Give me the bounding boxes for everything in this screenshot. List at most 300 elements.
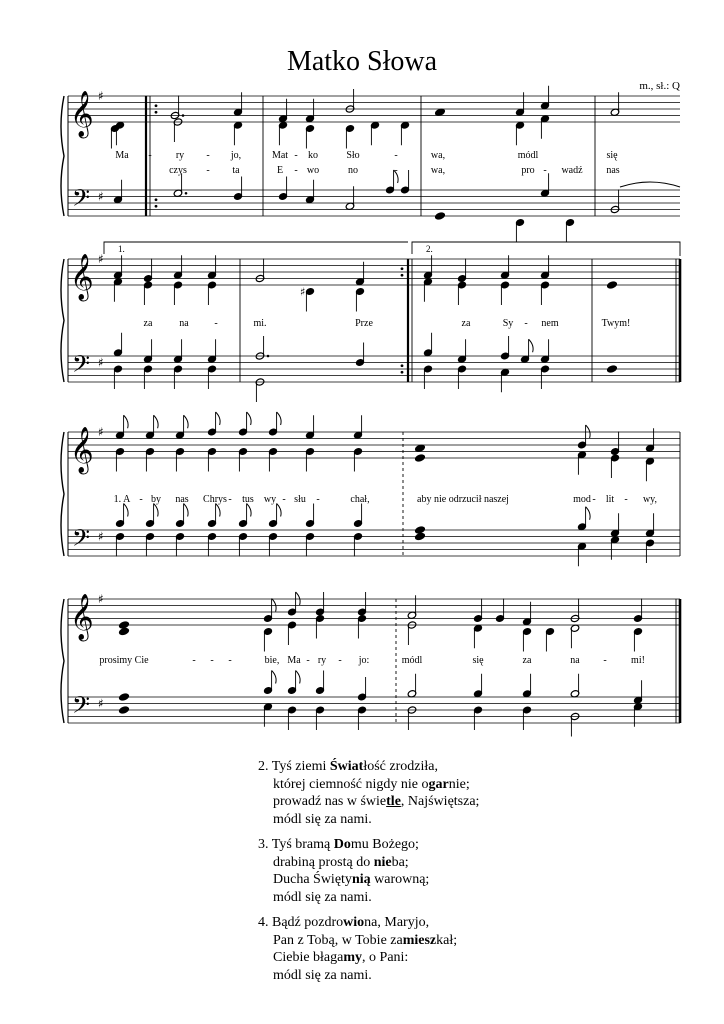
note [610, 513, 620, 537]
lyric-syllable: Sło [346, 150, 360, 161]
note [540, 173, 550, 197]
note [233, 177, 243, 201]
note [457, 281, 467, 305]
verse-line [258, 889, 429, 907]
note [515, 218, 525, 242]
verse-text: Bądź pozdro [272, 915, 344, 930]
note-flag [277, 412, 282, 425]
note [423, 278, 433, 302]
lyric-syllable: wadź [561, 165, 583, 176]
lyric-syllable: czys [169, 165, 187, 176]
note-flag [272, 599, 277, 612]
lyric-syllable: chał, [350, 494, 370, 505]
lyric-syllable: Ma [115, 150, 129, 161]
repeat-dot [155, 104, 158, 107]
lyric-syllable: - [228, 655, 232, 666]
volta-label-first: 1. [118, 244, 125, 254]
note [238, 447, 248, 471]
verse-text: na, Maryjo, [364, 915, 430, 930]
verse-text: Ciebie błaga [273, 950, 344, 965]
lyric-syllable: - [206, 150, 210, 161]
note [540, 281, 550, 305]
note-flag [154, 415, 159, 428]
lyric-syllable: - [228, 494, 232, 505]
note [353, 504, 363, 528]
system-brace [61, 599, 64, 723]
system-2-treble-staff [68, 259, 680, 285]
note [520, 339, 533, 363]
repeat-dot [401, 371, 404, 374]
lyric-syllable: prosimy Cie [99, 655, 149, 666]
note [238, 504, 251, 528]
note [473, 599, 483, 623]
lyric-syllable: - [294, 165, 298, 176]
note [263, 671, 276, 695]
note [357, 592, 367, 616]
lyric-syllable: - [603, 655, 607, 666]
note [145, 504, 158, 528]
note [570, 674, 580, 698]
system-brace [61, 96, 64, 216]
note [143, 339, 153, 363]
note [238, 412, 251, 436]
lyric-syllable: no [348, 165, 358, 176]
note [233, 121, 243, 145]
lyric-syllable: - [294, 150, 298, 161]
system-brace [61, 259, 64, 382]
note-flag [154, 504, 159, 517]
note [540, 86, 550, 110]
note [113, 180, 123, 204]
note [255, 259, 265, 283]
lyric-syllable: ta [232, 165, 240, 176]
lyric-syllable: - [592, 494, 596, 505]
key-sharp-icon: ♯ [98, 592, 104, 606]
verse-line [258, 811, 479, 829]
note [255, 378, 265, 402]
note [118, 705, 129, 714]
verse-text: której ciemność nigdy nie o [273, 776, 429, 792]
lyric-syllable: - [543, 165, 547, 176]
lyric-syllable: jo: [358, 655, 370, 666]
note [305, 447, 315, 471]
song-title: Matko Słowa [286, 46, 438, 77]
volta-bracket-first [104, 242, 408, 254]
verse-text: Tyś ziemi [271, 759, 330, 774]
verse-number: 2. [258, 759, 272, 774]
note [207, 532, 217, 556]
verse-line [258, 871, 429, 889]
lyric-syllable: - [394, 165, 398, 176]
note [423, 365, 433, 389]
verse-4 [258, 914, 457, 984]
notehead [118, 692, 129, 701]
note [207, 365, 217, 389]
lyric-syllable: Twym! [601, 318, 631, 329]
note [545, 627, 555, 651]
note [522, 706, 532, 730]
lyric-syllable: - [338, 655, 342, 666]
note [414, 532, 425, 541]
note [407, 674, 417, 698]
lyric-syllable: 1. A [113, 494, 131, 505]
verse-text: Ducha Święty [273, 872, 352, 887]
note [500, 368, 510, 392]
note [175, 504, 188, 528]
note [113, 278, 123, 302]
note [570, 624, 580, 648]
lyric-syllable: ry [317, 655, 327, 666]
note [305, 415, 315, 439]
note-flag [247, 504, 252, 517]
note [565, 218, 575, 242]
note [540, 339, 550, 363]
note [645, 539, 655, 563]
note [143, 259, 153, 283]
key-sharp-icon: ♯ [98, 696, 104, 711]
note-flag [124, 504, 129, 517]
note [207, 339, 217, 363]
note [457, 339, 467, 363]
treble-clef-icon: 𝄞 [70, 254, 94, 300]
note [173, 118, 183, 142]
note [207, 504, 220, 528]
note [357, 706, 367, 730]
verse-text: prowadź nas w świe [273, 794, 387, 809]
lyric-syllable: mi! [631, 655, 645, 666]
lyric-syllable: - [214, 318, 218, 329]
note-flag [277, 504, 282, 517]
repeat-dot [155, 111, 158, 114]
note [400, 170, 410, 194]
verse-text: nią [351, 872, 371, 887]
lyric-syllable: nas [175, 494, 189, 505]
composer-credit: m., sł.: Q [639, 80, 680, 92]
note [577, 425, 590, 449]
note [407, 706, 417, 730]
note [633, 680, 643, 704]
note [645, 457, 655, 481]
bass-clef-icon: 𝄢 [72, 691, 91, 724]
verse-2 [258, 758, 479, 828]
key-sharp-icon: ♯ [98, 425, 104, 439]
lyric-syllable: się [472, 655, 484, 666]
note [115, 532, 125, 556]
note-flag [272, 671, 277, 684]
system-1-treble-staff [68, 96, 680, 122]
verse-line [258, 776, 479, 794]
note [353, 447, 363, 471]
note [143, 365, 153, 389]
note [633, 599, 643, 623]
lyric-syllable: na [570, 655, 580, 666]
verse-3 [258, 836, 429, 906]
verse-text: tle [386, 794, 401, 809]
note [645, 513, 655, 537]
note [423, 333, 433, 357]
lyric-syllable: za [461, 318, 471, 329]
lyric-syllable: E [276, 165, 284, 176]
note [263, 627, 273, 651]
verse-line [258, 854, 429, 872]
note [207, 447, 217, 471]
note [278, 121, 288, 145]
verse-text: , Najświętsza; [400, 794, 480, 809]
lyric-syllable: - [192, 655, 196, 666]
note [606, 364, 617, 373]
note [500, 336, 510, 360]
system-4-bass-staff [68, 697, 680, 723]
note [305, 124, 315, 148]
lyric-syllable: nas [606, 165, 620, 176]
note [610, 190, 620, 214]
lyric-syllable: bie, [264, 655, 280, 666]
lyric-syllable: Ma [287, 655, 301, 666]
note [434, 211, 445, 220]
note [357, 614, 367, 638]
verse-line [258, 758, 479, 776]
key-sharp-icon: ♯ [98, 529, 104, 544]
verse-line [258, 836, 429, 854]
note-flag [216, 504, 221, 517]
note [315, 614, 325, 638]
note-dot [182, 114, 185, 117]
system-brace [61, 432, 64, 556]
note [540, 365, 550, 389]
key-sharp-icon: ♯ [98, 189, 104, 204]
note [473, 706, 483, 730]
note [143, 281, 153, 305]
verse-text: miesz [402, 932, 437, 948]
note [268, 532, 278, 556]
treble-clef-icon: 𝄞 [70, 427, 94, 473]
note [345, 124, 355, 148]
notehead [414, 453, 425, 462]
note [115, 415, 128, 439]
verse-line [258, 949, 457, 967]
verse-text: módl się za nami. [273, 811, 372, 827]
lyric-syllable: aby nie odrzucił naszej [417, 494, 509, 505]
note [145, 415, 158, 439]
lyric-syllable: ry [175, 150, 185, 161]
note [473, 624, 483, 648]
note [540, 115, 550, 139]
treble-clef-icon: 𝄞 [70, 594, 94, 640]
note [522, 627, 532, 651]
verse-text: łość zrodziła, [363, 759, 438, 774]
note-flag [296, 592, 301, 605]
note [357, 677, 367, 701]
note-flag [586, 507, 591, 520]
bass-clef-icon: 𝄢 [72, 184, 91, 217]
lyric-syllable: módl [517, 150, 539, 161]
lyric-syllable: - [394, 150, 398, 161]
notehead [606, 364, 617, 373]
lyric-syllable: wy [263, 494, 277, 505]
lyric-syllable: mod [573, 494, 591, 505]
verse-text: wio [343, 915, 365, 930]
note [287, 706, 297, 730]
verse-line [258, 932, 457, 950]
lyric-syllable: wa, [430, 150, 446, 161]
note [315, 706, 325, 730]
lyric-syllable: wa, [430, 165, 446, 176]
verse-text: my [343, 950, 363, 965]
verse-line [258, 914, 457, 932]
repeat-dot [155, 205, 158, 208]
note-flag [216, 412, 221, 425]
verse-text: módl się za nami. [273, 889, 372, 905]
note [606, 280, 617, 289]
note [473, 674, 483, 698]
note-flag [184, 504, 189, 517]
lyric-syllable: nem [541, 318, 559, 329]
lyric-syllable: się [606, 150, 618, 161]
note [515, 121, 525, 145]
lyric-syllable: - [306, 655, 310, 666]
note-flag [247, 412, 252, 425]
verse-text: gar [428, 776, 449, 792]
verse-line [258, 967, 457, 985]
note [315, 592, 325, 616]
system-3-bass-staff [68, 530, 680, 556]
lyric-syllable: Sy [502, 318, 514, 329]
verse-text: módl się za nami. [273, 967, 372, 983]
verse-text: , o Pani: [362, 950, 409, 965]
note [115, 447, 125, 471]
note-flag [529, 339, 534, 352]
verse-text: nie [373, 854, 392, 870]
lyric-syllable: wy, [642, 494, 658, 505]
bass-clef-icon: 𝄢 [72, 524, 91, 557]
verse-text: kał; [436, 932, 458, 948]
verse-text: Do [333, 837, 351, 852]
lyric-syllable: - [624, 494, 628, 505]
lyric-syllable: - [139, 494, 143, 505]
lyric-syllable: by [151, 494, 161, 505]
note [305, 180, 315, 204]
verse-text: warowną; [370, 872, 430, 887]
note [610, 454, 620, 478]
lyric-syllable: - [206, 165, 210, 176]
note [400, 121, 410, 145]
volta-label-second: 2. [426, 244, 433, 254]
note [278, 177, 288, 201]
note [173, 365, 183, 389]
verse-text: nie; [448, 776, 470, 792]
note [500, 281, 510, 305]
note [570, 712, 580, 736]
lyric-syllable: pro [521, 165, 535, 176]
note [145, 447, 155, 471]
note [118, 692, 129, 701]
lyric-syllable: - [210, 655, 214, 666]
note [173, 339, 183, 363]
notehead [414, 532, 425, 541]
verse-number: 4. [258, 915, 272, 930]
repeat-dot [401, 364, 404, 367]
note [110, 124, 120, 148]
verse-text: Tyś bramą [271, 837, 334, 852]
note [175, 447, 185, 471]
note [268, 447, 278, 471]
verse-text: drabiną prostą do [273, 854, 374, 870]
lyric-syllable: za [143, 318, 153, 329]
note [305, 504, 315, 528]
note [610, 432, 620, 456]
note [355, 343, 365, 367]
notehead [606, 280, 617, 289]
lyric-syllable: wo [306, 165, 320, 176]
note [353, 415, 363, 439]
key-sharp-icon: ♯ [98, 252, 104, 266]
note [238, 532, 248, 556]
note [305, 532, 315, 556]
repeat-dot [401, 267, 404, 270]
note [118, 627, 129, 636]
note [355, 287, 365, 311]
note [577, 507, 590, 531]
verse-line [258, 793, 479, 811]
note [287, 671, 300, 695]
note [522, 674, 532, 698]
note [207, 281, 217, 305]
note [268, 412, 281, 436]
repeat-dot [155, 198, 158, 201]
note [113, 333, 123, 357]
note [255, 336, 269, 360]
note [115, 504, 128, 528]
treble-clef-icon: 𝄞 [70, 91, 94, 137]
note [370, 121, 380, 145]
system-3-treble-staff [68, 432, 680, 458]
note [287, 621, 297, 645]
note [305, 287, 315, 311]
repeat-dot [401, 274, 404, 277]
lyric-syllable: na [179, 318, 189, 329]
note [207, 412, 220, 436]
note [345, 89, 355, 113]
lyric-syllable: módl [401, 655, 423, 666]
verse-number: 3. [258, 837, 272, 852]
lyric-syllable: ko [308, 150, 318, 161]
lyric-syllable: - [148, 150, 152, 161]
note-dot [267, 355, 270, 358]
lyric-syllable: - [316, 494, 320, 505]
verse-text: mu Bożego; [350, 837, 419, 852]
note [353, 532, 363, 556]
note [287, 592, 300, 616]
note [577, 451, 587, 475]
key-sharp-icon: ♯ [98, 89, 104, 103]
lyric-syllable: jo, [230, 150, 242, 161]
note [175, 415, 188, 439]
system-4-treble-staff [68, 599, 680, 625]
note [263, 599, 276, 623]
note [268, 504, 281, 528]
note-flag [586, 425, 591, 438]
note [414, 453, 425, 462]
lyric-syllable: za [522, 655, 532, 666]
note [145, 532, 155, 556]
lyric-syllable: Prze [355, 318, 373, 329]
notehead [118, 705, 129, 714]
lyric-syllable: Chrys [203, 494, 227, 505]
note [315, 671, 325, 695]
note [495, 599, 505, 623]
lyric-syllable: mi. [253, 318, 267, 329]
note [113, 365, 123, 389]
